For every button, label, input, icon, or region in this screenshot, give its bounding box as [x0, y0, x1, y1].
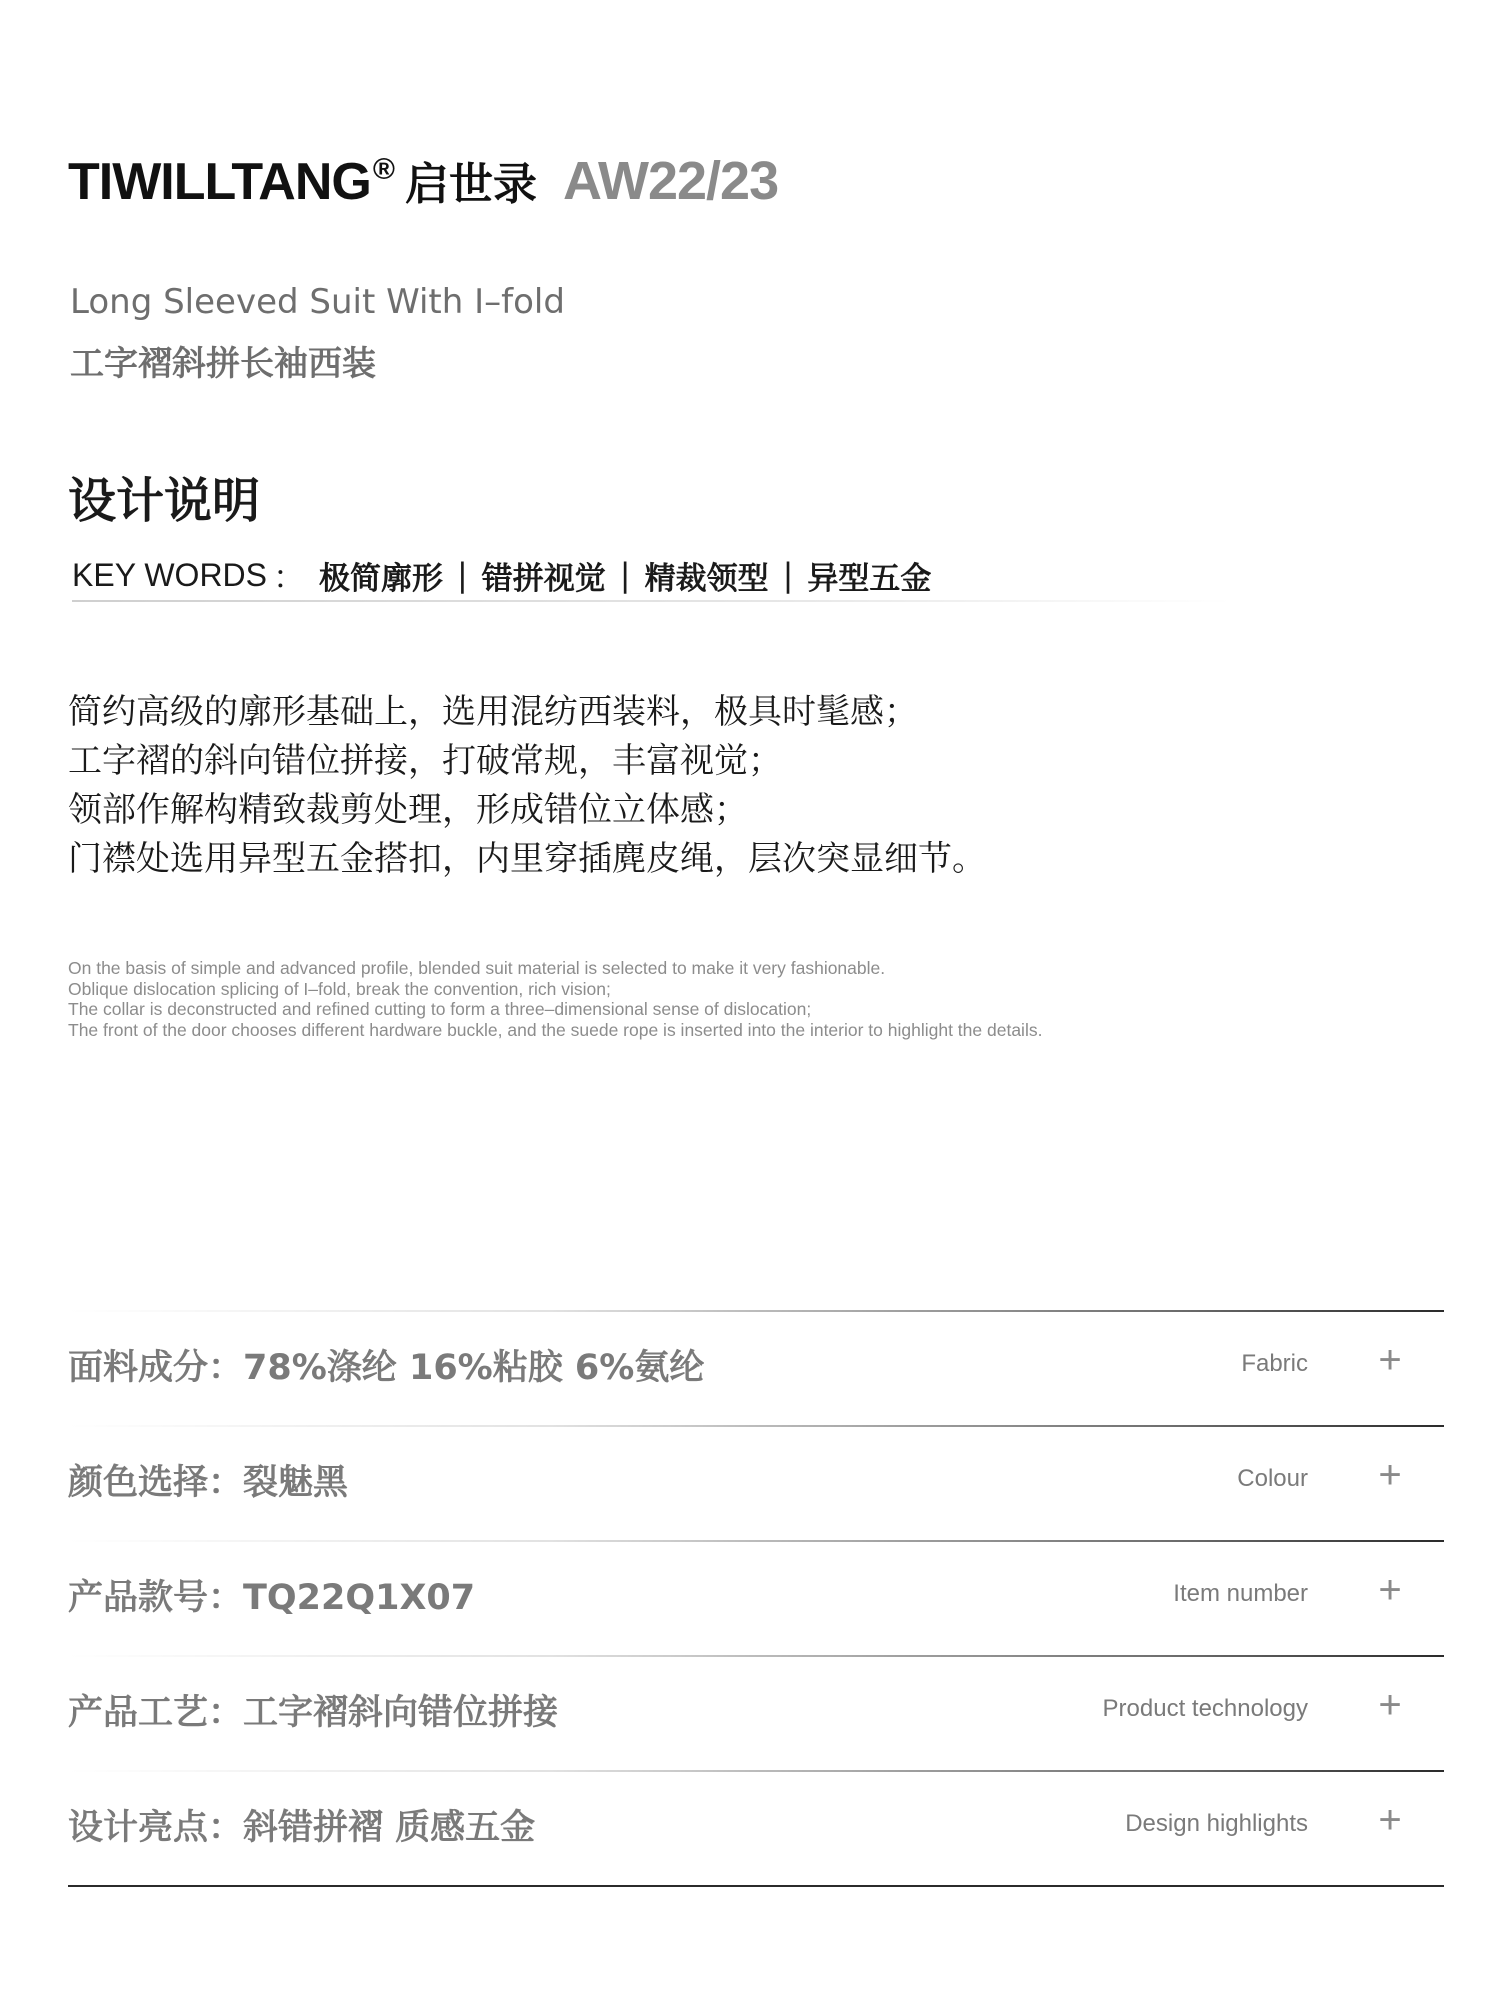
spec-label-en: Fabric — [1241, 1350, 1308, 1377]
brand-header — [68, 148, 778, 218]
spec-label: 产品款号：TQ22Q1X07 — [68, 1578, 476, 1618]
spec-row-design-highlights[interactable] — [68, 1770, 1444, 1887]
spec-label: 面料成分：78%涤纶 16%粘胶 6%氨纶 — [68, 1348, 705, 1388]
keywords-divider — [72, 600, 1232, 602]
keyword-separator: | — [457, 556, 468, 594]
description-line: 工字褶的斜向错位拼接，打破常规，丰富视觉； — [68, 741, 782, 781]
spec-row-item-number[interactable] — [68, 1540, 1444, 1655]
spec-label-en: Item number — [1173, 1580, 1308, 1607]
keyword: 错拼视觉 — [481, 560, 606, 597]
product-title-en: Long Sleeved Suit With I–fold — [70, 282, 565, 322]
plus-icon[interactable]: + — [1378, 1798, 1402, 1842]
description-line-en: Oblique dislocation splicing of I–fold, break the convention, rich vision; — [68, 978, 611, 999]
row-divider — [68, 1655, 1444, 1657]
plus-icon[interactable]: + — [1378, 1568, 1402, 1612]
keywords-label: KEY WORDS — [72, 556, 267, 593]
keyword: 极简廓形 — [319, 560, 444, 597]
spec-row-fabric[interactable] — [68, 1310, 1444, 1425]
spec-label: 颜色选择：裂魅黑 — [68, 1463, 349, 1503]
description-line-en: The front of the door chooses different hardware buckle, and the suede rope is inserted into the interior to highlight the details. — [68, 1019, 1043, 1040]
section-heading: 设计说明 — [68, 473, 261, 529]
row-divider — [68, 1540, 1444, 1542]
keyword: 精裁领型 — [644, 560, 769, 597]
keyword: 异型五金 — [807, 560, 932, 597]
plus-icon[interactable]: + — [1378, 1683, 1402, 1727]
spec-label: 设计亮点：斜错拼褶 质感五金 — [68, 1808, 536, 1848]
brand-name: TIWILLTANG — [68, 153, 371, 211]
description-line-en: On the basis of simple and advanced profile, blended suit material is selected to make it very fashionable. — [68, 958, 886, 978]
description-cn — [68, 688, 986, 884]
description-line-en: The collar is deconstructed and refined cutting to form a three–dimensional sense of dislocation; — [68, 999, 812, 1019]
product-title-cn: 工字褶斜拼长袖西装 — [70, 344, 376, 384]
description-line: 门襟处选用异型五金搭扣，内里穿插麂皮绳，层次突显细节。 — [68, 839, 986, 879]
description-line: 简约高级的廓形基础上，选用混纺西装料，极具时髦感； — [68, 692, 918, 732]
spec-label: 产品工艺：工字褶斜向错位拼接 — [68, 1693, 559, 1733]
spec-label-en: Product technology — [1102, 1695, 1308, 1722]
description-line: 领部作解构精致裁剪处理，形成错位立体感； — [68, 790, 748, 830]
keyword-separator: | — [619, 556, 631, 594]
season-label: AW22/23 — [562, 151, 779, 211]
plus-icon[interactable]: + — [1378, 1338, 1402, 1382]
spec-row-product-technology[interactable] — [68, 1655, 1444, 1770]
keywords-colon: ： — [273, 558, 306, 596]
spec-label-en: Design highlights — [1125, 1810, 1308, 1837]
row-divider — [68, 1310, 1444, 1312]
row-divider — [68, 1770, 1444, 1772]
brand-name-cn: 启世录 — [404, 159, 537, 210]
spec-table — [68, 1310, 1444, 1887]
spec-row-colour[interactable] — [68, 1425, 1444, 1540]
plus-icon[interactable]: + — [1378, 1453, 1402, 1497]
registered-mark: ® — [372, 153, 395, 186]
keywords-row — [72, 552, 931, 598]
spec-label-en: Colour — [1237, 1465, 1308, 1492]
keyword-separator: | — [782, 556, 794, 594]
description-en — [68, 958, 1042, 1040]
row-divider — [68, 1425, 1444, 1427]
